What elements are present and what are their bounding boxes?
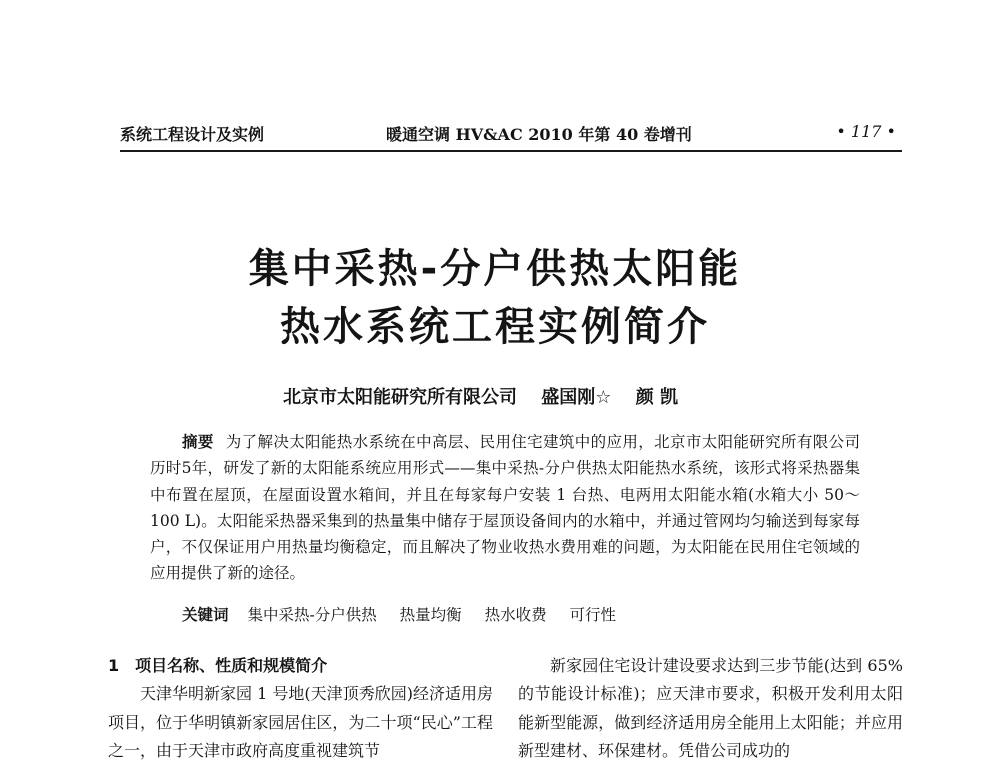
header-page-number: • 117 • — [836, 122, 896, 141]
author-name-1: 盛国刚☆ — [541, 387, 612, 408]
header-journal-info: 暖通空调 HV&AC 2010 年第 40 卷增刊 — [386, 125, 692, 144]
section-heading — [108, 652, 493, 680]
running-header — [120, 116, 902, 152]
keyword-item: 热水收费 — [484, 606, 547, 624]
abstract — [150, 429, 860, 587]
section-title: 项目名称、性质和规模简介 — [135, 656, 328, 675]
keywords-label: 关键词 — [182, 606, 229, 624]
author-affiliation: 北京市太阳能研究所有限公司 — [283, 387, 517, 408]
keyword-item: 可行性 — [569, 606, 617, 624]
body-column-right — [518, 652, 903, 766]
section-number: 1 — [108, 656, 120, 675]
keyword-item: 热量均衡 — [399, 606, 462, 624]
body-paragraph: 新家园住宅设计建设要求达到三步节能(达到 65%的节能设计标准)；应天津市要求，积极开发利用太阳能新型能源，做到经济适用房全能用上太阳能；并应用新型建材、环保建材。凭借公司成功的 — [518, 656, 903, 761]
body-column-left — [108, 652, 493, 766]
body-paragraph: 天津华明新家园 1 号地(天津顶秀欣园)经济适用房项目，位于华明镇新家园居住区，为二十项“民心”工程之一，由于天津市政府高度重视建筑节 — [108, 684, 493, 761]
author-name-2: 颜 凯 — [635, 387, 678, 408]
header-section-name: 系统工程设计及实例 — [120, 125, 265, 144]
paper-title-line-2: 热水系统工程实例简介 — [280, 304, 710, 350]
abstract-label: 摘要 — [182, 433, 214, 451]
author-line — [283, 383, 696, 409]
keywords — [182, 603, 634, 625]
keyword-item: 集中采热-分户供热 — [247, 606, 377, 624]
abstract-text: 为了解决太阳能热水系统在中高层、民用住宅建筑中的应用，北京市太阳能研究所有限公司历时5年，研发了新的太阳能系统应用形式——集中采热-分户供热太阳能热水系统，该形式将采热器集中布置在屋顶，在屋面设置水箱间，并且在每家每户安装 1 台热、电两用太阳能水箱(水箱大小 50～100 L)。太阳能采热器采集到的热量集中储存于屋顶设备间内的水箱中，并通过管网均匀输送到每家每户，不仅保证用户用热量均衡稳定，而且解决了物业收热水费用难的问题，为太阳能在民用住宅领域的应用提供了新的途径。 — [150, 433, 860, 583]
paper-title-line-1: 集中采热-分户供热太阳能 — [248, 246, 742, 292]
